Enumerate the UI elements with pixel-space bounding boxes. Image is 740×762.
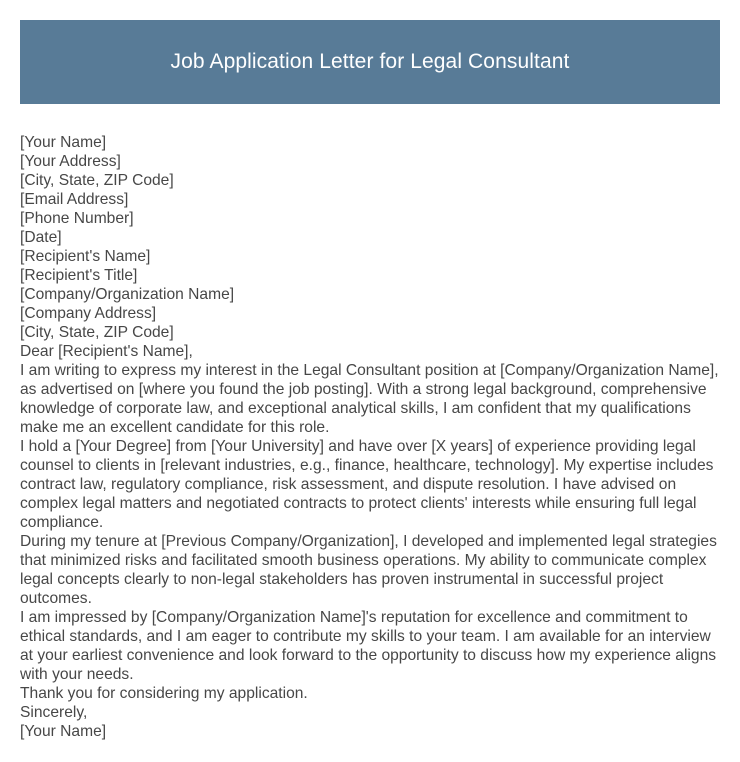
recipient-name: [Recipient's Name] bbox=[20, 248, 151, 265]
recipient-city-state-zip: [City, State, ZIP Code] bbox=[20, 324, 174, 341]
body-paragraph-thanks: Thank you for considering my application. bbox=[20, 685, 308, 702]
salutation: Dear [Recipient's Name], bbox=[20, 343, 193, 360]
body-paragraph-experience: During my tenure at [Previous Company/Organization], I developed and implemented legal strategies that minimized risks and facilitated smooth business operations. My ability to communicate complex legal concepts clearly to non-legal stakeholders has proven instrumental in successful project outcomes. bbox=[20, 533, 717, 607]
page-title: Job Application Letter for Legal Consultant bbox=[170, 50, 570, 73]
recipient-company: [Company/Organization Name] bbox=[20, 286, 235, 303]
recipient-title: [Recipient's Title] bbox=[20, 267, 138, 284]
recipient-address: [Company Address] bbox=[20, 305, 157, 322]
header-banner bbox=[20, 20, 720, 104]
sender-phone: [Phone Number] bbox=[20, 210, 134, 227]
sender-address: [Your Address] bbox=[20, 153, 121, 170]
body-paragraph-interest: I am writing to express my interest in the Legal Consultant position at [Company/Organization Name], as advertised on [where you found the job posting]. With a strong legal background, comprehensive knowledge of corporate law, and exceptional analytical skills, I am confident that my qualifications make me an excellent candidate for this role. bbox=[20, 362, 719, 436]
letter-body bbox=[20, 133, 720, 741]
signature: [Your Name] bbox=[20, 723, 107, 740]
letter-date: [Date] bbox=[20, 229, 62, 246]
closing: Sincerely, bbox=[20, 704, 88, 721]
sender-name: [Your Name] bbox=[20, 134, 107, 151]
body-paragraph-motivation: I am impressed by [Company/Organization Name]'s reputation for excellence and commitment to ethical standards, and I am eager to contribute my skills to your team. I am available for an interview at your earliest convenience and look forward to the opportunity to discuss how my experience aligns with your needs. bbox=[20, 609, 717, 683]
sender-email: [Email Address] bbox=[20, 191, 129, 208]
sender-city-state-zip: [City, State, ZIP Code] bbox=[20, 172, 174, 189]
body-paragraph-qualifications: I hold a [Your Degree] from [Your University] and have over [X years] of experience providing legal counsel to clients in [relevant industries, e.g., finance, healthcare, technology]. My expertise includes contract law, regulatory compliance, risk assessment, and dispute resolution. I have advised on complex legal matters and negotiated contracts to protect clients' interests while ensuring full legal compliance. bbox=[20, 438, 714, 531]
